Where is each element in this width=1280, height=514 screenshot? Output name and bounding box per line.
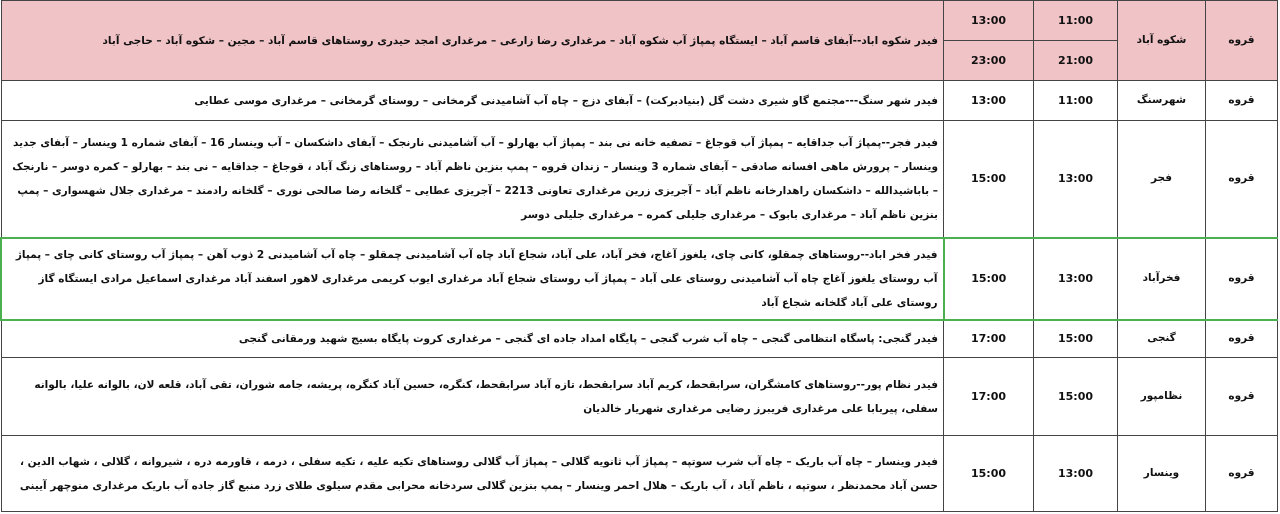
feeder-description: فیدر وینسار – چاه آب باریک – چاه آب شرب سوتپه – پمپاژ آب ثانویه گلالی – پمپاژ آب گلالی روستاهای تکیه علیه ، تکیه سفلی ، درمه ، قاورمه دره ، شیروانه ، گلالی ، شهاب الدین ، حسن آباد محمدنظر ، سوتپه ، ناظم آباد ، آب باریک – هلال احمر وینسار – پمپ بنزین گلالی سردخانه محرابی مقدم سیلوی طلای زرد منبع گاز جاده آب باریک مرغداری منوچهر آیینی xyxy=(1,436,944,512)
region-cell: قروه xyxy=(1206,320,1278,358)
region-cell: قروه xyxy=(1206,121,1278,238)
area-cell: شکوه آباد xyxy=(1118,1,1206,81)
area-cell: نظامپور xyxy=(1118,358,1206,436)
feeder-description: فیدر نظام پور--روستاهای کامشگران، سرابقحط، کریم آباد سرابقحط، تازه آباد سرابقحط، کنگره، حسین آباد کنگره، پریشه، جامه شوران، تقی آباد، قلعه لان، بالوانه علیا، بالوانه سفلی، پیربابا علی مرغداری فریبرز رضایی مرغداری شهریار خالدیان xyxy=(1,358,944,436)
region-cell: قروه xyxy=(1206,81,1278,121)
feeder-description: فیدر گنجی: پاسگاه انتظامی گنجی – چاه آب شرب گنجی – پایگاه امداد جاده ای گنجی – مرغداری کروت پایگاه بسیج شهید ورمقانی گنجی xyxy=(1,320,944,358)
start-time-cell: 13:00 xyxy=(1034,436,1118,512)
start-time-cell: 15:00 xyxy=(1034,358,1118,436)
region-cell: قروه xyxy=(1206,1,1278,81)
table-row xyxy=(1,320,1278,358)
feeder-description: فیدر شکوه اباد--آبفای قاسم آباد – ایستگاه پمپاژ آب شکوه آباد – مرغداری رضا زارعی – مرغداری امجد حیدری روستاهای قاسم آباد – مجین – شکوه آباد – حاجی آباد xyxy=(1,1,944,81)
start-time-cell: 13:00 xyxy=(1034,238,1118,320)
area-cell: فخرآباد xyxy=(1118,238,1206,320)
area-cell: شهرسنگ xyxy=(1118,81,1206,121)
table-row xyxy=(1,121,1278,238)
end-time-cell: 23:00 xyxy=(944,41,1034,81)
table-row xyxy=(1,358,1278,436)
table-row xyxy=(1,1,1278,41)
table-row xyxy=(1,238,1278,320)
end-time-cell: 13:00 xyxy=(944,81,1034,121)
area-cell: فجر xyxy=(1118,121,1206,238)
feeder-description: فیدر شهر سنگ---مجتمع گاو شیری دشت گل (بنیادبرکت) – آبفای دزج – چاه آب آشامیدنی گرمخانی – روستای گرمخانی – مرغداری موسی عطایی xyxy=(1,81,944,121)
area-cell: گنجی xyxy=(1118,320,1206,358)
area-cell: وینسار xyxy=(1118,436,1206,512)
region-cell: قروه xyxy=(1206,358,1278,436)
end-time-cell: 13:00 xyxy=(944,1,1034,41)
end-time-cell: 15:00 xyxy=(944,121,1034,238)
feeder-description: فیدر فجر--پمپاژ آب جداقایه – پمپاژ آب قوجاغ – تصفیه خانه نی بند – پمپاژ آب بهارلو – آب آشامیدنی نارنجک – آبفای داشکسان – آب وینسار 16 – آبفای شماره 1 وینسار – آبفای جدید وینسار – پرورش ماهی افسانه صادقی – آبفای شماره 3 وینسار – زندان قروه – پمپ بنزین ناظم آباد – روستاهای زنگ آباد ، قوجاغ – جداقایه – نی بند – بهارلو – کمره دوسر – نارنجک – باباشیدالله – داشکسان راهدارخانه ناظم آباد – آجریزی زرین مرغداری تعاونی 2213 – آجریزی عطایی – گلخانه رضا صالحی نوری – گلخانه رادمند – مرغداری جلال شهسواری – پمپ بنزین ناظم آباد – مرغداری بابوک – مرغداری جلیلی کمره – مرغداری جلیلی دوسر xyxy=(1,121,944,238)
region-cell: قروه xyxy=(1206,238,1278,320)
region-cell: قروه xyxy=(1206,436,1278,512)
start-time-cell: 13:00 xyxy=(1034,121,1118,238)
end-time-cell: 17:00 xyxy=(944,358,1034,436)
start-time-cell: 21:00 xyxy=(1034,41,1118,81)
feeder-description: فیدر فخر اباد--روستاهای چمقلو، کانی چای، یلغوز آغاج، فخر آباد، علی آباد، شجاع آباد چاه آب آشامیدنی چمقلو – چاه آب آشامیدنی 2 ذوب آهن – پمپاژ آب روستای کانی چای – پمپاژ آب روستای یلغوز آغاج چاه آب آشامیدنی روستای علی آباد – پمپاژ آب روستای شجاع آباد مرغداری ایوب کریمی مرغداری لاهور اسفند آباد مرغداری اسماعیل مرادی ایستگاه گاز روستای علی آباد گلخانه شجاع آباد xyxy=(1,238,944,320)
start-time-cell: 11:00 xyxy=(1034,81,1118,121)
table-row xyxy=(1,81,1278,121)
table-row xyxy=(1,436,1278,512)
start-time-cell: 15:00 xyxy=(1034,320,1118,358)
end-time-cell: 15:00 xyxy=(944,436,1034,512)
start-time-cell: 11:00 xyxy=(1034,1,1118,41)
end-time-cell: 17:00 xyxy=(944,320,1034,358)
end-time-cell: 15:00 xyxy=(944,238,1034,320)
